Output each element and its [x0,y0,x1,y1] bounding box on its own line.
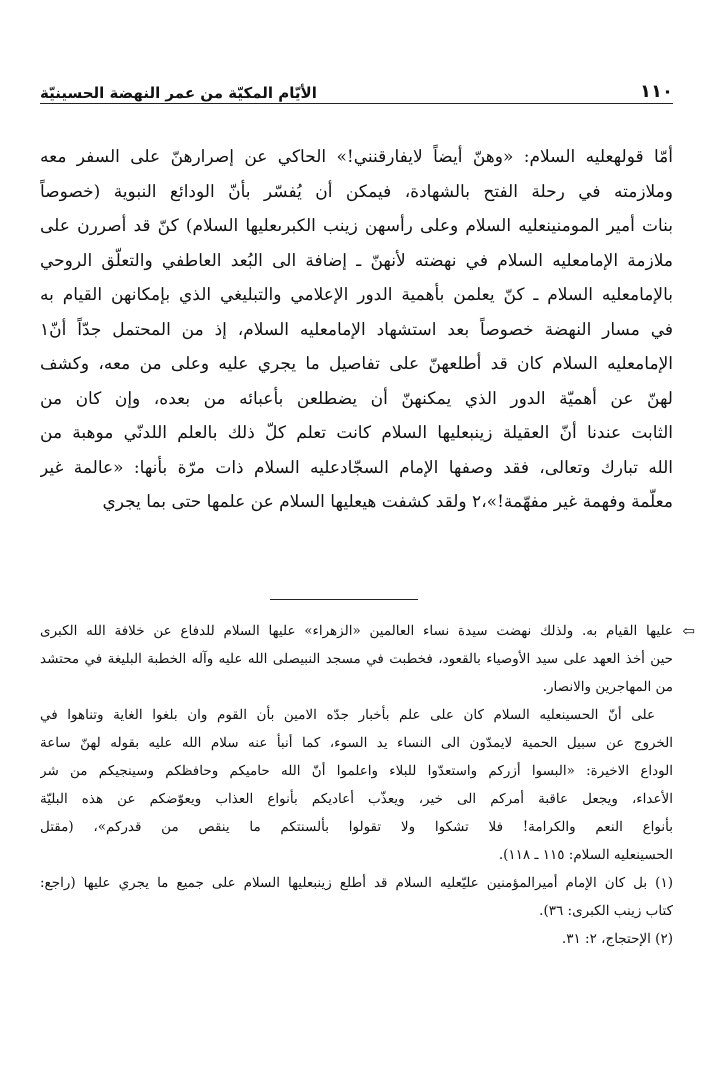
page-number: ١١٠ [640,81,673,102]
text-line: في مسار النهضة خصوصاً بعد استشهاد الإمامعليه السلام، إذ من المحتمل جدّاً أنّ١ [40,319,673,340]
text-line: بالإمامعليه السلام ـ كنّ يعلمن بأهمية الدور الإعلامي والتبليغي الذي بإمكانهن القيام به [40,285,673,305]
footnote-continued [40,617,695,701]
footnote-1 [40,869,673,925]
main-text [40,140,673,520]
footnote-line: (٢) الإحتجاج، ٢: ٣١. [561,931,673,947]
text-line: بنات أمير المومنينعليه السلام وعلى رأسهن زينب الكبرىعليها السلام) كنّ قد أصررن على [40,216,673,236]
footnotes [40,617,695,953]
text-line: وملازمته في رحلة الفتح بالشهادة، فيمكن أن يُفسّر بأنّ الودائع النبوية (خصوصاً [40,181,673,202]
footnote-line: عليها القيام به. ولذلك نهضت سيدة نساء العالمين «الزهراء» عليها السلام للدفاع عن خلافة الله الكبرى [40,623,673,639]
footnote-line: الحسينعليه السلام: ١١٥ ـ ١١٨). [498,847,673,863]
running-title: الأيّام المكيّة من عمر النهضة الحسينيّة [40,84,317,102]
text-line: لهنّ عن أهميّة الدور الذي يمكنهنّ أن يضطلعن بأعبائه من بعده، وإن كان من [40,388,673,409]
footnote-line: من المهاجرين والانصار. [542,679,673,695]
footnote-line: (١) بل كان الإمام أميرالمؤمنين عليّعليه السلام قد أطلع زينبعليها السلام على جميع ما يجري عليها (راجع: [40,875,673,891]
text-line: أمّا قولهعليه السلام: «وهنّ أيضاً لايفارقنني!» الحاكي عن إصرارهنّ على السفر معه [40,147,673,167]
footnote-line: كتاب زينب الكبرى: ٣٦). [539,903,673,919]
footnote-separator [270,599,418,600]
footnote-line: الخروج عن سبيل الحمية لايمدّون الى النساء يد السوء، كما أنبأ عنه سلام الله عليه بقوله لهنّ ساعة [40,735,673,751]
footnote-paragraph [40,701,673,869]
footnote-line: الأعداء، ويجعل عاقبة أمركم الى خير، ويعذّب أعاديكم بأنواع العذاب ويعوّضكم عن هذه البليّة [40,791,673,807]
footnote-line: الوداع الاخيرة: «البسوا أزركم واستعدّوا للبلاء واعلموا أنّ الله حاميكم وحافظكم وسينجيكم من شر [40,763,673,779]
footnote-line: حين أخذ العهد على سيد الأوصياء بالقعود، فخطبت في مسجد النبيصلى الله عليه وآله الخطبة البليغة في محتشد [40,651,673,667]
footnote-2 [40,925,673,953]
text-line: الثابت عندنا أنّ العقيلة زينبعليها السلام كانت تعلم كلّ ذلك بالعلم اللدنّي موهبة من [40,423,673,443]
footnote-line: بأنواع النعم والكرامة! فلا تشكوا ولا تقولوا بألسنتكم ما ينقص من قدركم»، (مقتل [40,819,673,835]
page-header [40,70,673,102]
header-rule [40,103,673,104]
text-line: الإمامعليه السلام كان قد أطلعهنّ على تفاصيل ما يجري عليه وعلى من معه، وكشف [40,354,673,374]
text-line: ملازمة الإمامعليه السلام في نهضته لأنهنّ ـ إضافة الى البُعد العاطفي والتعلّق الروحي [40,250,673,271]
continuation-arrow-icon: ⇦ [682,622,695,640]
footnote-line: على أنّ الحسينعليه السلام كان على علم بأخبار جدّه الامين بأن القوم وان بلغوا الغاية وتناهوا في [40,707,655,723]
text-line: معلّمة وفهمة غير مفهّمة!»،٢ ولقد كشفت هيعليها السلام عن علمها حتى بما يجري [102,492,673,512]
text-line: الله تبارك وتعالى، فقد وصفها الإمام السجّادعليه السلام ذات مرّة بأنها: «عالمة غير [40,457,673,478]
